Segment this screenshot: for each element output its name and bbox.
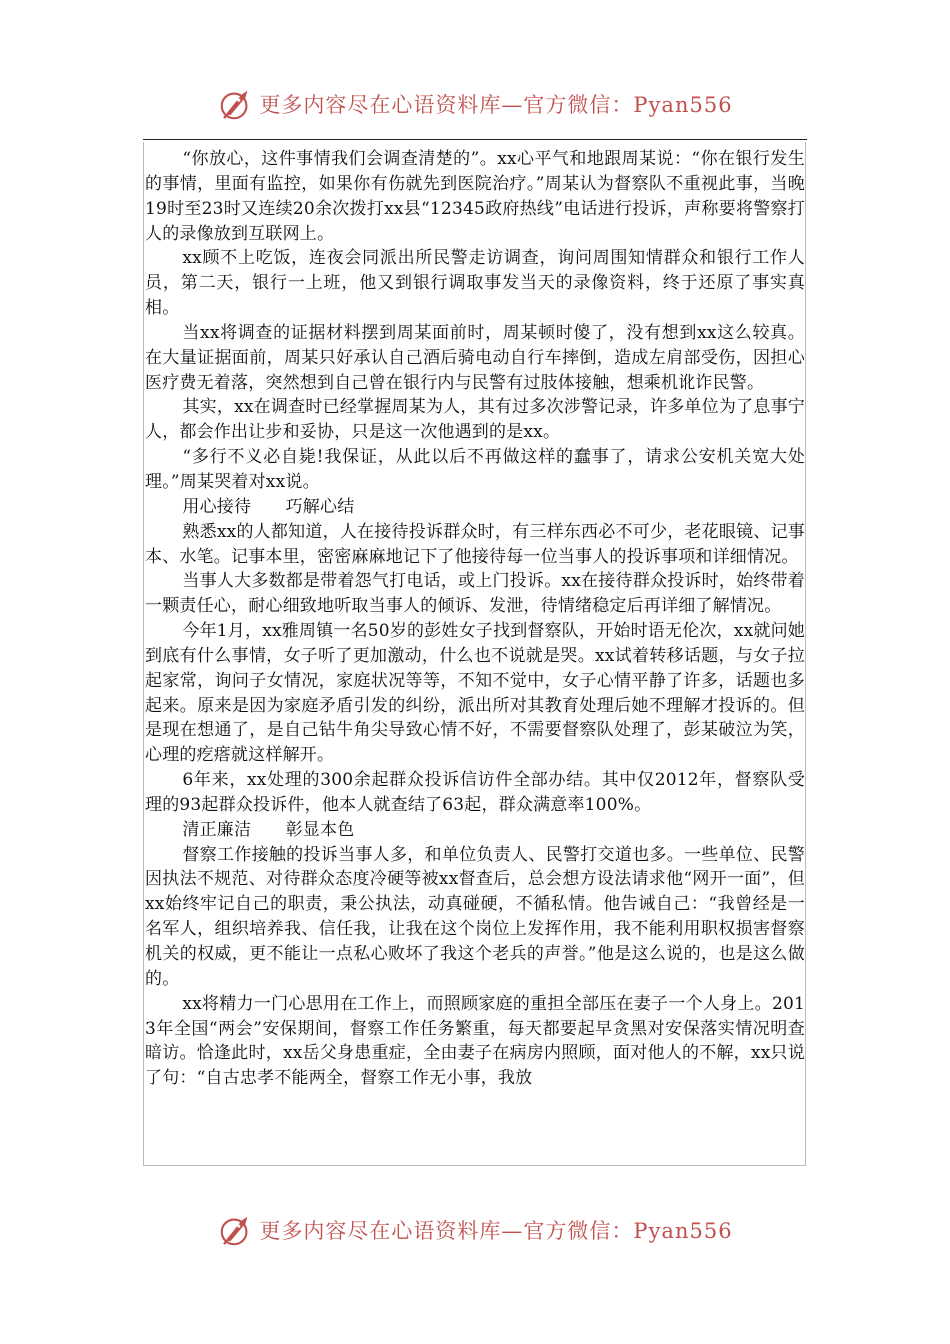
- footer-banner: [0, 1208, 950, 1252]
- pen-nib-logo-icon: [217, 85, 255, 123]
- section-heading: 用心接待 巧解心结: [182, 496, 355, 517]
- paragraph: xx顾不上吃饭，连夜会同派出所民警走访调查，询问周围知情群众和银行工作人员，第二天，银行一上班，他又到银行调取事发当天的录像资料，终于还原了事实真相。: [145, 248, 805, 319]
- footer-banner-text: 更多内容尽在心语资料库—官方微信：Pyan556: [259, 1219, 733, 1243]
- paragraph: 熟悉xx的人都知道，人在接待投诉群众时，有三样东西必不可少，老花眼镜、记事本、水笔。记事本里，密密麻麻地记下了他接待每一位当事人的投诉事项和详细情况。: [145, 521, 805, 567]
- header-divider: [143, 139, 807, 140]
- paragraph: “你放心，这件事情我们会调查清楚的”。xx心平气和地跟周某说：“你在银行发生的事情，里面有监控，如果你有伤就先到医院治疗。”周某认为督察队不重视此事，当晚19时至23时又连续20余次拨打xx县“12345政府热线”电话进行投诉，声称要将警察打人的录像放到互联网上。: [145, 149, 805, 244]
- header-banner-text: 更多内容尽在心语资料库—官方微信：Pyan556: [259, 93, 733, 117]
- pen-nib-logo-icon: [217, 1211, 255, 1249]
- paragraph: 今年1月，xx雅周镇一名50岁的彭姓女子找到督察队，开始时语无伦次，xx就问她到底有什么事情，女子听了更加激动，什么也不说就是哭。xx试着转移话题，与女子拉起家常，询问子女情况，家庭状况等等，不知不觉中，女子心情平静了许多，话题也多起来。原来是因为家庭矛盾引发的纠纷，派出所对其教育处理后她不理解才投诉的。但是现在想通了，是自己钻牛角尖导致心情不好，不需要督察队处理了，彭某破泣为笑，心理的疙瘩就这样解开。: [145, 621, 805, 766]
- section-heading: 清正廉洁 彰显本色: [182, 819, 355, 840]
- header-banner: [0, 82, 950, 126]
- paragraph: 当xx将调查的证据材料摆到周某面前时，周某顿时傻了，没有想到xx这么较真。在大量证据面前，周某只好承认自己酒后骑电动自行车摔倒，造成左肩部受伤，因担心医疗费无着落，突然想到自己曾在银行内与民警有过肢体接触，想乘机讹诈民警。: [145, 322, 805, 393]
- paragraph: xx将精力一门心思用在工作上，而照顾家庭的重担全部压在妻子一个人身上。2013年全国“两会”安保期间，督察工作任务繁重，每天都要起早贪黑对安保落实情况明查暗访。恰逢此时，xx岳父身患重症，全由妻子在病房内照顾，面对他人的不解，xx只说了句：“自古忠孝不能两全，督察工作无小事，我放: [145, 993, 805, 1089]
- document-body: [145, 147, 805, 1091]
- paragraph: “多行不义必自毙!我保证，从此以后不再做这样的蠢事了，请求公安机关宽大处理。”周某哭着对xx说。: [145, 447, 805, 492]
- paragraph: 6年来，xx处理的300余起群众投诉信访件全部办结。其中仅2012年，督察队受理的93起群众投诉件，他本人就查结了63起，群众满意率100%。: [145, 770, 805, 815]
- paragraph: 当事人大多数都是带着怨气打电话，或上门投诉。xx在接待群众投诉时，始终带着一颗责任心，耐心细致地听取当事人的倾诉、发泄，待情绪稳定后再详细了解情况。: [145, 571, 805, 617]
- paragraph: 其实，xx在调查时已经掌握周某为人，其有过多次涉警记录，许多单位为了息事宁人，都会作出让步和妥协，只是这一次他遇到的是xx。: [145, 397, 805, 443]
- paragraph: 督察工作接触的投诉当事人多，和单位负责人、民警打交道也多。一些单位、民警因执法不规范、对待群众态度冷硬等被xx督查后，总会想方设法请求他“网开一面”，但xx始终牢记自己的职责，秉公执法，动真碰硬，不循私情。他告诫自己：“我曾经是一名军人，组织培养我、信任我，让我在这个岗位上发挥作用，我不能利用职权损害督察机关的权威，更不能让一点私心败坏了我这个老兵的声誉。”他是这么说的，也是这么做的。: [145, 844, 805, 989]
